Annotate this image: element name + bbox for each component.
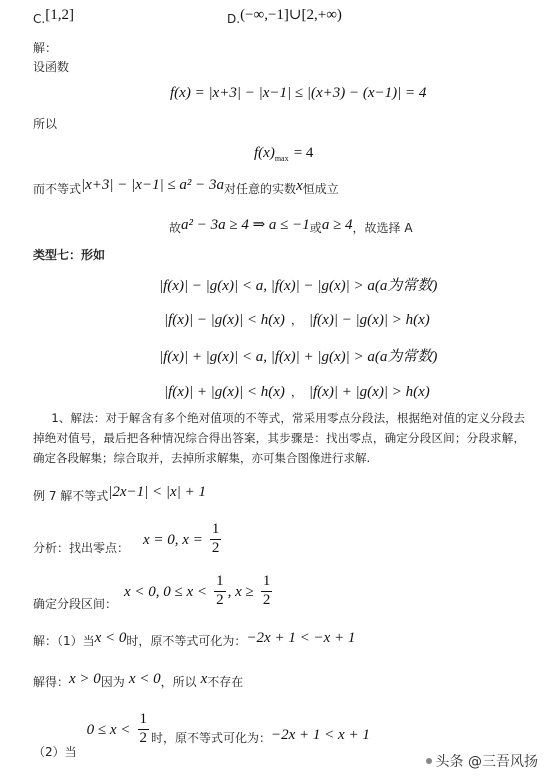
inequality-prefix: 而不等式 [33,182,82,196]
case2-cond: 0 ≤ x < [86,721,131,738]
int-a: x < 0, 0 ≤ x < [124,583,208,600]
conclusion-math-1: a² − 3a ≥ 4 ⇒ a ≤ −1 [181,217,310,233]
conclusion-or: 或 [309,221,322,235]
case2-num: 1 [138,712,150,730]
result-so: ，所以 [160,675,197,689]
max-subscript: max [274,154,289,164]
inequality-suffix-2: 恒成立 [302,182,339,196]
form3-math: |f(x)| + |g(x)| < a, |f(x)| + |g(x)| > a [159,349,375,365]
case2-fraction [138,712,150,747]
form2-b: |f(x)| − |g(x)| > h(x) [308,312,430,328]
example7-line [33,484,206,504]
inequality-var: x [296,178,303,194]
form1-math: |f(x)| − |g(x)| < a, |f(x)| − |g(x)| > a [159,278,375,294]
suoyi-label: 所以 [33,117,58,131]
solution-intro: 设函数 [33,60,70,74]
result-var: x [200,671,208,687]
conclusion-line [169,219,413,236]
function-definition: f(x) = |x+3| − |x−1| ≤ |(x+3) − (x−1)| = 4 [170,85,427,101]
watermark-text: 头条 @三吾风扬 [435,754,538,770]
analysis-label: 分析：找出零点： [33,541,130,555]
type7-form-2 [164,311,430,328]
interval-label: 确定分段区间： [33,597,118,611]
int-b: , x ≥ [227,583,254,600]
zeros-den: 2 [211,539,220,556]
case2-den: 2 [139,729,147,746]
watermark-dot-icon [426,758,432,764]
conclusion-gu: 故 [169,221,182,235]
type7-form-1 [159,277,437,294]
case2-ineq: −2x + 1 < x + 1 [271,726,370,743]
result-because: 因为 [100,675,125,689]
zeros-a: x = 0, x = [143,531,203,548]
max-lhs: f(x) [254,145,275,161]
int-den-1: 2 [216,591,224,608]
int-den-2: 2 [262,591,271,608]
case2-line [33,711,370,759]
zeros-expression [143,522,223,557]
conclusion-math-2: a ≥ 4 [321,217,353,233]
form4-a: |f(x)| + |g(x)| < h(x) [164,384,285,400]
watermark [426,751,538,771]
option-c-value: [1,2] [45,7,74,23]
max-value [254,144,313,163]
form4-comma: ， [290,385,303,399]
inequality-suffix-1: 对任意的实数 [224,182,297,196]
option-c-letter: C. [33,12,46,26]
option-d-letter: D. [227,12,241,26]
inequality-condition [33,177,339,197]
option-c [33,7,74,27]
example7-math: |2x−1| < |x| + 1 [108,484,206,500]
intervals-expression [124,574,274,609]
case1-mid: 时，原不等式可化为： [126,634,247,648]
int-num-1: 1 [214,574,226,592]
zeros-fraction [210,522,222,557]
int-fraction-1 [214,574,226,609]
case1-line [33,632,355,649]
result-prefix: 解得： [33,675,70,689]
solution-label: 解： [33,41,58,55]
result-1: x > 0 [69,671,101,687]
type7-form-4 [164,383,430,400]
case1-prefix: 解：（1）当 [33,634,95,648]
case1-cond: x < 0 [94,630,127,646]
conclusion-choose: ，故选择 A [352,221,413,235]
result-2: x < 0 [128,671,161,687]
form4-b: |f(x)| + |g(x)| > h(x) [308,384,430,400]
max-rhs: = 4 [293,145,314,161]
method-paragraph: 1、解法：对于解含有多个绝对值项的不等式，常采用零点分段法，根据绝对值的定义分段去掉绝对值号，最后把各种情况综合得出答案，其步骤是：找出零点，确定分段区间；分段求解，确定各段解集；综合取并，去掉所求解集，亦可集合图像进行求解. [33,411,525,465]
result-end: 不存在 [207,675,244,689]
form2-a: |f(x)| − |g(x)| < h(x) [164,312,285,328]
form1-note: (a为常数) [374,278,438,294]
type7-heading: 类型七：形如 [33,248,106,262]
inequality-math: |x+3| − |x−1| ≤ a² − 3a [81,177,225,193]
case2-mid: 时，原不等式可化为： [151,730,272,745]
case2-prefix: （2）当 [33,744,77,759]
form3-note: (a为常数) [374,349,438,365]
option-d [227,7,342,27]
int-fraction-2 [261,574,273,609]
form2-comma: ， [290,313,303,327]
int-num-2: 1 [261,574,273,592]
result-line [33,673,243,690]
type7-form-3 [159,348,437,365]
example7-prefix: 例 7 解不等式 [33,489,109,503]
case1-ineq: −2x + 1 < −x + 1 [246,630,356,646]
zeros-num: 1 [210,522,222,540]
option-d-value: (−∞,−1]∪[2,+∞) [240,7,342,23]
